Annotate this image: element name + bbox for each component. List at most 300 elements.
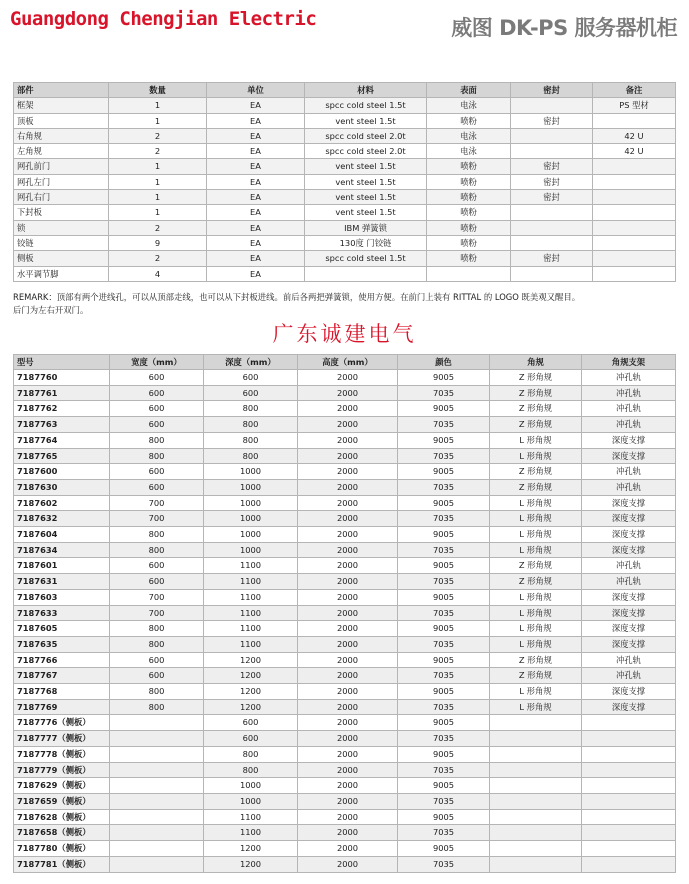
table-cell: 7035 (398, 605, 490, 621)
table-cell: 42 U (593, 144, 676, 159)
models-name-cell: 7187605 (14, 621, 110, 637)
models-name-cell: 7187761 (14, 385, 110, 401)
table-cell: 9005 (398, 432, 490, 448)
table-cell (110, 715, 204, 731)
table-cell: 600 (110, 370, 204, 386)
table-cell (593, 251, 676, 266)
table-cell: 1200 (204, 684, 298, 700)
table-cell: 2000 (298, 841, 398, 857)
models-column-header: 型号 (14, 355, 110, 370)
models-name-cell: 7187628（侧板） (14, 809, 110, 825)
table-row (14, 605, 676, 621)
table-row (14, 558, 676, 574)
models-name-cell: 7187603 (14, 589, 110, 605)
models-name-cell: 7187777（侧板） (14, 731, 110, 747)
table-cell: Z 形角规 (490, 417, 582, 433)
table-row (14, 746, 676, 762)
page-title: 威图 DK-PS 服务器机柜 (451, 16, 677, 40)
table-cell: 600 (110, 558, 204, 574)
parts-header-row (14, 83, 676, 98)
table-cell: 深度支撑 (582, 542, 676, 558)
models-name-cell: 7187659（侧板） (14, 793, 110, 809)
table-cell: 800 (110, 636, 204, 652)
table-cell: EA (207, 266, 305, 281)
table-cell: IBM 弹簧锁 (305, 220, 427, 235)
table-cell: 2000 (298, 432, 398, 448)
table-cell: 600 (204, 370, 298, 386)
table-cell (490, 825, 582, 841)
parts-name-cell: 网孔前门 (14, 159, 109, 174)
parts-table-body (14, 98, 676, 282)
table-row (14, 542, 676, 558)
table-cell: 600 (110, 385, 204, 401)
table-cell: 130度 门铰链 (305, 235, 427, 250)
table-cell: 7035 (398, 385, 490, 401)
table-cell: 冲孔轨 (582, 370, 676, 386)
parts-name-cell: 左角规 (14, 144, 109, 159)
table-cell: 800 (204, 417, 298, 433)
table-cell: vent steel 1.5t (305, 205, 427, 220)
table-row (14, 841, 676, 857)
models-name-cell: 7187768 (14, 684, 110, 700)
models-column-header: 深度（mm） (204, 355, 298, 370)
table-cell: 2000 (298, 762, 398, 778)
table-cell: 深度支撑 (582, 448, 676, 464)
table-cell: 600 (110, 574, 204, 590)
table-cell (593, 205, 676, 220)
models-name-cell: 7187630 (14, 479, 110, 495)
table-cell: 冲孔轨 (582, 385, 676, 401)
table-cell: 600 (110, 401, 204, 417)
table-cell: 喷粉 (427, 159, 511, 174)
parts-name-cell: 框架 (14, 98, 109, 113)
table-cell: 2000 (298, 731, 398, 747)
table-cell: 1100 (204, 589, 298, 605)
models-column-header: 角规支架 (582, 355, 676, 370)
table-row (14, 793, 676, 809)
table-cell: 800 (204, 401, 298, 417)
table-cell: spcc cold steel 1.5t (305, 98, 427, 113)
table-cell: vent steel 1.5t (305, 159, 427, 174)
table-cell: 4 (109, 266, 207, 281)
table-cell: 800 (110, 621, 204, 637)
table-cell: spcc cold steel 2.0t (305, 128, 427, 143)
table-cell: 1200 (204, 841, 298, 857)
table-cell: 电泳 (427, 144, 511, 159)
models-name-cell: 7187600 (14, 464, 110, 480)
table-cell: 800 (110, 432, 204, 448)
table-cell (110, 809, 204, 825)
table-cell: 1 (109, 205, 207, 220)
table-cell: 2000 (298, 746, 398, 762)
table-cell (593, 266, 676, 281)
models-name-cell: 7187632 (14, 511, 110, 527)
models-name-cell: 7187767 (14, 668, 110, 684)
table-cell: Z 形角规 (490, 652, 582, 668)
table-cell: 1000 (204, 527, 298, 543)
table-cell: 1200 (204, 699, 298, 715)
table-row (14, 668, 676, 684)
table-cell: 9005 (398, 652, 490, 668)
models-name-cell: 7187635 (14, 636, 110, 652)
table-cell: EA (207, 251, 305, 266)
table-cell: Z 形角规 (490, 370, 582, 386)
table-cell: 1100 (204, 621, 298, 637)
table-row (14, 856, 676, 872)
table-cell (490, 856, 582, 872)
table-cell: 密封 (511, 113, 593, 128)
table-cell: EA (207, 159, 305, 174)
table-cell (490, 778, 582, 794)
table-cell: 2000 (298, 479, 398, 495)
parts-name-cell: 侧板 (14, 251, 109, 266)
table-cell: 7035 (398, 448, 490, 464)
table-cell: 深度支撑 (582, 636, 676, 652)
table-cell: 1100 (204, 825, 298, 841)
table-cell (582, 762, 676, 778)
table-row (14, 205, 676, 220)
models-name-cell: 7187633 (14, 605, 110, 621)
table-cell: 喷粉 (427, 251, 511, 266)
table-cell (427, 266, 511, 281)
models-column-header: 角规 (490, 355, 582, 370)
table-cell: spcc cold steel 2.0t (305, 144, 427, 159)
table-cell: vent steel 1.5t (305, 113, 427, 128)
table-row (14, 220, 676, 235)
table-cell: 1100 (204, 605, 298, 621)
models-column-header: 高度（mm） (298, 355, 398, 370)
table-cell: 冲孔轨 (582, 652, 676, 668)
table-cell: 1000 (204, 464, 298, 480)
table-cell: 42 U (593, 128, 676, 143)
table-cell: 9005 (398, 841, 490, 857)
table-row (14, 574, 676, 590)
table-cell: Z 形角规 (490, 464, 582, 480)
parts-name-cell: 右角规 (14, 128, 109, 143)
table-cell: 1000 (204, 793, 298, 809)
table-cell: 2000 (298, 401, 398, 417)
table-cell (490, 793, 582, 809)
table-cell: 喷粉 (427, 235, 511, 250)
table-cell: 2000 (298, 589, 398, 605)
table-cell: 深度支撑 (582, 432, 676, 448)
table-cell: 2000 (298, 527, 398, 543)
table-row (14, 825, 676, 841)
table-row (14, 652, 676, 668)
table-cell: 喷粉 (427, 205, 511, 220)
table-cell: 2000 (298, 668, 398, 684)
table-cell: 喷粉 (427, 113, 511, 128)
table-cell: 深度支撑 (582, 589, 676, 605)
table-cell: 深度支撑 (582, 527, 676, 543)
models-table-header (14, 355, 676, 370)
table-row (14, 589, 676, 605)
table-row (14, 778, 676, 794)
remark-line-2: 后门为左右开双门。 (13, 305, 89, 315)
models-name-cell: 7187781（侧板） (14, 856, 110, 872)
table-cell: 800 (110, 684, 204, 700)
table-cell: 9005 (398, 401, 490, 417)
table-cell: 冲孔轨 (582, 558, 676, 574)
table-cell (490, 715, 582, 731)
table-cell (511, 98, 593, 113)
table-cell: 9005 (398, 370, 490, 386)
table-cell: L 形角规 (490, 589, 582, 605)
table-row (14, 385, 676, 401)
table-cell: L 形角规 (490, 699, 582, 715)
table-cell: 2000 (298, 699, 398, 715)
models-table-body (14, 370, 676, 873)
models-header-row (14, 355, 676, 370)
table-cell: 2000 (298, 856, 398, 872)
table-cell: 600 (204, 731, 298, 747)
table-cell: 600 (204, 385, 298, 401)
table-row (14, 448, 676, 464)
table-cell: 800 (204, 448, 298, 464)
table-cell: 9005 (398, 715, 490, 731)
models-name-cell: 7187760 (14, 370, 110, 386)
table-cell (305, 266, 427, 281)
models-name-cell: 7187762 (14, 401, 110, 417)
table-cell: 喷粉 (427, 220, 511, 235)
models-column-header: 宽度（mm） (110, 355, 204, 370)
parts-column-header: 数量 (109, 83, 207, 98)
table-cell: 1200 (204, 856, 298, 872)
table-cell: Z 形角规 (490, 668, 582, 684)
table-cell (582, 825, 676, 841)
parts-table (13, 82, 676, 282)
table-cell: 600 (110, 479, 204, 495)
table-cell: 1100 (204, 809, 298, 825)
table-row (14, 479, 676, 495)
table-cell: 1200 (204, 652, 298, 668)
table-cell: 9005 (398, 684, 490, 700)
table-cell: 1000 (204, 542, 298, 558)
table-row (14, 190, 676, 205)
table-row (14, 715, 676, 731)
table-cell: 7035 (398, 762, 490, 778)
table-cell (110, 793, 204, 809)
models-name-cell: 7187602 (14, 495, 110, 511)
table-cell: L 形角规 (490, 636, 582, 652)
table-cell: 2000 (298, 370, 398, 386)
table-cell: 700 (110, 605, 204, 621)
table-cell: 1 (109, 98, 207, 113)
table-cell: EA (207, 174, 305, 189)
table-cell (490, 809, 582, 825)
table-row (14, 527, 676, 543)
table-cell: 800 (110, 542, 204, 558)
table-cell: 1000 (204, 778, 298, 794)
table-cell: Z 形角规 (490, 385, 582, 401)
table-cell: 600 (204, 715, 298, 731)
parts-column-header: 部件 (14, 83, 109, 98)
parts-column-header: 单位 (207, 83, 305, 98)
table-cell: 2 (109, 128, 207, 143)
table-cell: 7035 (398, 699, 490, 715)
table-cell: 2000 (298, 652, 398, 668)
table-cell: 2000 (298, 417, 398, 433)
table-cell: 1 (109, 174, 207, 189)
table-cell: 9005 (398, 809, 490, 825)
table-cell: 密封 (511, 251, 593, 266)
models-name-cell: 7187763 (14, 417, 110, 433)
table-cell: L 形角规 (490, 495, 582, 511)
table-cell: 7035 (398, 793, 490, 809)
table-cell (110, 762, 204, 778)
table-cell (490, 731, 582, 747)
table-cell (582, 731, 676, 747)
table-cell: EA (207, 113, 305, 128)
table-cell: EA (207, 98, 305, 113)
table-row (14, 464, 676, 480)
models-name-cell: 7187769 (14, 699, 110, 715)
models-name-cell: 7187766 (14, 652, 110, 668)
table-cell: spcc cold steel 1.5t (305, 251, 427, 266)
table-row (14, 621, 676, 637)
table-cell (582, 793, 676, 809)
table-cell (490, 841, 582, 857)
table-cell: L 形角规 (490, 527, 582, 543)
table-row (14, 401, 676, 417)
table-cell: 1000 (204, 479, 298, 495)
models-name-cell: 7187631 (14, 574, 110, 590)
table-cell: 密封 (511, 190, 593, 205)
table-cell: 密封 (511, 159, 593, 174)
table-cell: L 形角规 (490, 432, 582, 448)
table-cell: 9005 (398, 527, 490, 543)
table-cell: 9005 (398, 464, 490, 480)
table-cell (582, 856, 676, 872)
table-cell: EA (207, 144, 305, 159)
table-cell (582, 746, 676, 762)
table-cell: 深度支撑 (582, 511, 676, 527)
table-cell: 冲孔轨 (582, 668, 676, 684)
table-cell (110, 825, 204, 841)
table-cell (582, 715, 676, 731)
table-row (14, 731, 676, 747)
table-cell: 9005 (398, 495, 490, 511)
table-cell: 2000 (298, 605, 398, 621)
brand-name: Guangdong Chengjian Electric (10, 8, 317, 30)
table-row (14, 636, 676, 652)
table-cell: 7035 (398, 542, 490, 558)
table-cell: 电泳 (427, 128, 511, 143)
table-cell: 1000 (204, 511, 298, 527)
table-cell (511, 266, 593, 281)
table-row (14, 144, 676, 159)
table-row (14, 128, 676, 143)
table-row (14, 495, 676, 511)
table-cell (593, 174, 676, 189)
table-cell (110, 856, 204, 872)
models-name-cell: 7187658（侧板） (14, 825, 110, 841)
table-cell: 2000 (298, 621, 398, 637)
table-cell: EA (207, 220, 305, 235)
table-cell (110, 746, 204, 762)
table-cell: 800 (110, 699, 204, 715)
table-cell (490, 762, 582, 778)
table-cell: 600 (110, 464, 204, 480)
table-row (14, 174, 676, 189)
table-cell: 深度支撑 (582, 684, 676, 700)
table-cell: 7035 (398, 825, 490, 841)
company-subtitle: 广东诚建电气 (272, 322, 417, 346)
table-cell: 7035 (398, 511, 490, 527)
table-cell (593, 190, 676, 205)
table-row (14, 251, 676, 266)
parts-name-cell: 水平调节脚 (14, 266, 109, 281)
models-name-cell: 7187629（侧板） (14, 778, 110, 794)
table-cell: L 形角规 (490, 605, 582, 621)
table-row (14, 235, 676, 250)
remark-line-1: REMARK：顶部有两个进线孔，可以从顶部走线，也可以从下封板进线。前后各两把弹簧锁，使用方便。在前门上装有 RITTAL 的 LOGO 既美观又醒目。 (13, 292, 581, 302)
table-cell: 9005 (398, 778, 490, 794)
table-cell: 冲孔轨 (582, 417, 676, 433)
table-cell: 2000 (298, 448, 398, 464)
table-cell: L 形角规 (490, 684, 582, 700)
table-row (14, 432, 676, 448)
models-name-cell: 7187634 (14, 542, 110, 558)
parts-name-cell: 网孔左门 (14, 174, 109, 189)
table-cell (582, 778, 676, 794)
table-cell: 冲孔轨 (582, 401, 676, 417)
models-name-cell: 7187604 (14, 527, 110, 543)
table-row (14, 417, 676, 433)
table-cell: 1100 (204, 636, 298, 652)
table-cell: 2000 (298, 495, 398, 511)
table-cell (490, 746, 582, 762)
table-cell: 1200 (204, 668, 298, 684)
parts-name-cell: 顶板 (14, 113, 109, 128)
table-cell: 800 (204, 762, 298, 778)
parts-column-header: 表面 (427, 83, 511, 98)
parts-column-header: 材料 (305, 83, 427, 98)
table-cell: 2000 (298, 385, 398, 401)
table-row (14, 159, 676, 174)
models-name-cell: 7187764 (14, 432, 110, 448)
table-cell (511, 205, 593, 220)
table-cell: 800 (110, 448, 204, 464)
table-cell: 9005 (398, 558, 490, 574)
table-cell: 7035 (398, 636, 490, 652)
table-cell: 2000 (298, 574, 398, 590)
table-row (14, 370, 676, 386)
table-cell: 600 (110, 668, 204, 684)
table-cell: 冲孔轨 (582, 464, 676, 480)
table-cell: 2000 (298, 793, 398, 809)
table-cell: EA (207, 128, 305, 143)
models-name-cell: 7187778（侧板） (14, 746, 110, 762)
table-cell: 电泳 (427, 98, 511, 113)
table-cell (593, 220, 676, 235)
table-cell: 7035 (398, 856, 490, 872)
table-cell (511, 220, 593, 235)
table-cell: 2000 (298, 464, 398, 480)
table-cell: vent steel 1.5t (305, 190, 427, 205)
table-cell: 800 (110, 527, 204, 543)
table-cell: 2000 (298, 825, 398, 841)
table-cell: 700 (110, 495, 204, 511)
table-cell (593, 113, 676, 128)
table-cell: 2 (109, 144, 207, 159)
table-cell: 冲孔轨 (582, 574, 676, 590)
table-cell: EA (207, 190, 305, 205)
table-cell: L 形角规 (490, 448, 582, 464)
table-cell: Z 形角规 (490, 558, 582, 574)
table-cell: 2000 (298, 558, 398, 574)
models-column-header: 颜色 (398, 355, 490, 370)
